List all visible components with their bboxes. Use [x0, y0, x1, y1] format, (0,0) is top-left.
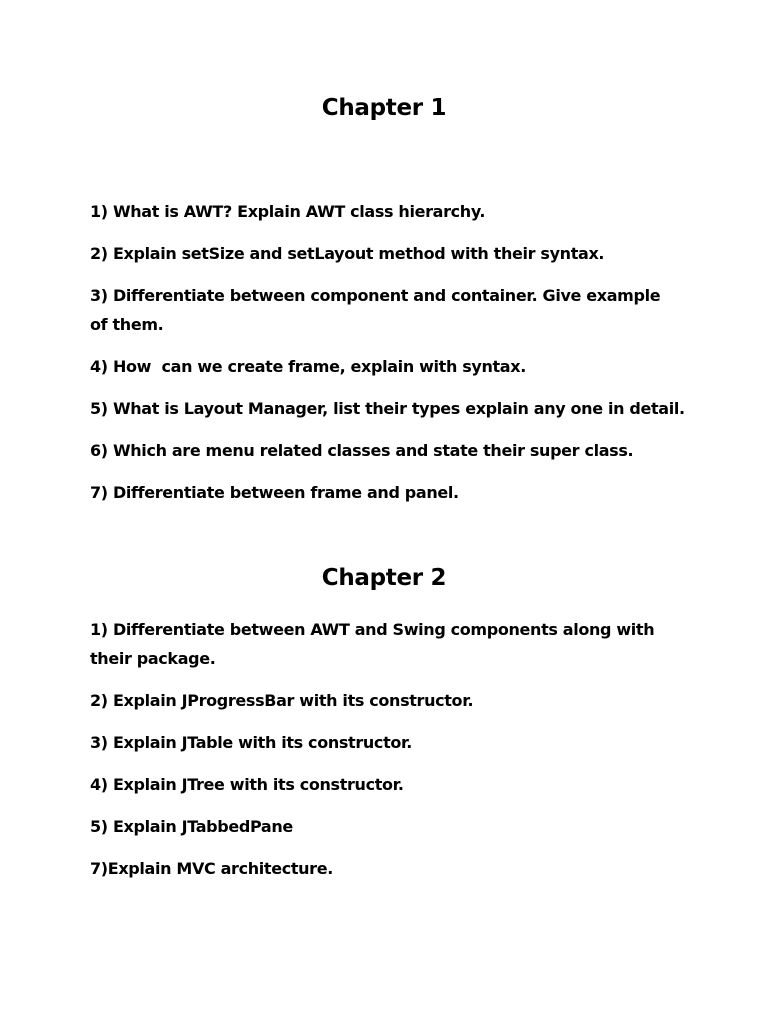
question-item: 7) Differentiate between frame and panel.	[90, 483, 459, 502]
question-item: 4) Explain JTree with its constructor.	[90, 775, 404, 794]
question-item: 3) Explain JTable with its constructor.	[90, 733, 412, 752]
question-item: 6) Which are menu related classes and state their super class.	[90, 441, 634, 460]
chapter-1-title: Chapter 1	[321, 95, 447, 121]
question-item: 1) Differentiate between AWT and Swing components along with their package.	[90, 620, 655, 668]
question-item: 5) Explain JTabbedPane	[90, 817, 293, 836]
question-item: 3) Differentiate between component and container. Give example of them.	[90, 286, 661, 334]
question-item: 4) How can we create frame, explain with syntax.	[90, 357, 526, 376]
question-item: 5) What is Layout Manager, list their types explain any one in detail.	[90, 399, 685, 418]
chapter-2-question-list	[90, 615, 690, 883]
question-item: 2) Explain setSize and setLayout method with their syntax.	[90, 244, 605, 263]
chapter-1-question-list	[90, 197, 690, 507]
chapter-2-title: Chapter 2	[321, 565, 447, 591]
question-item: 7)Explain MVC architecture.	[90, 859, 333, 878]
question-item: 1) What is AWT? Explain AWT class hierarchy.	[90, 202, 486, 221]
question-item: 2) Explain JProgressBar with its constructor.	[90, 691, 474, 710]
